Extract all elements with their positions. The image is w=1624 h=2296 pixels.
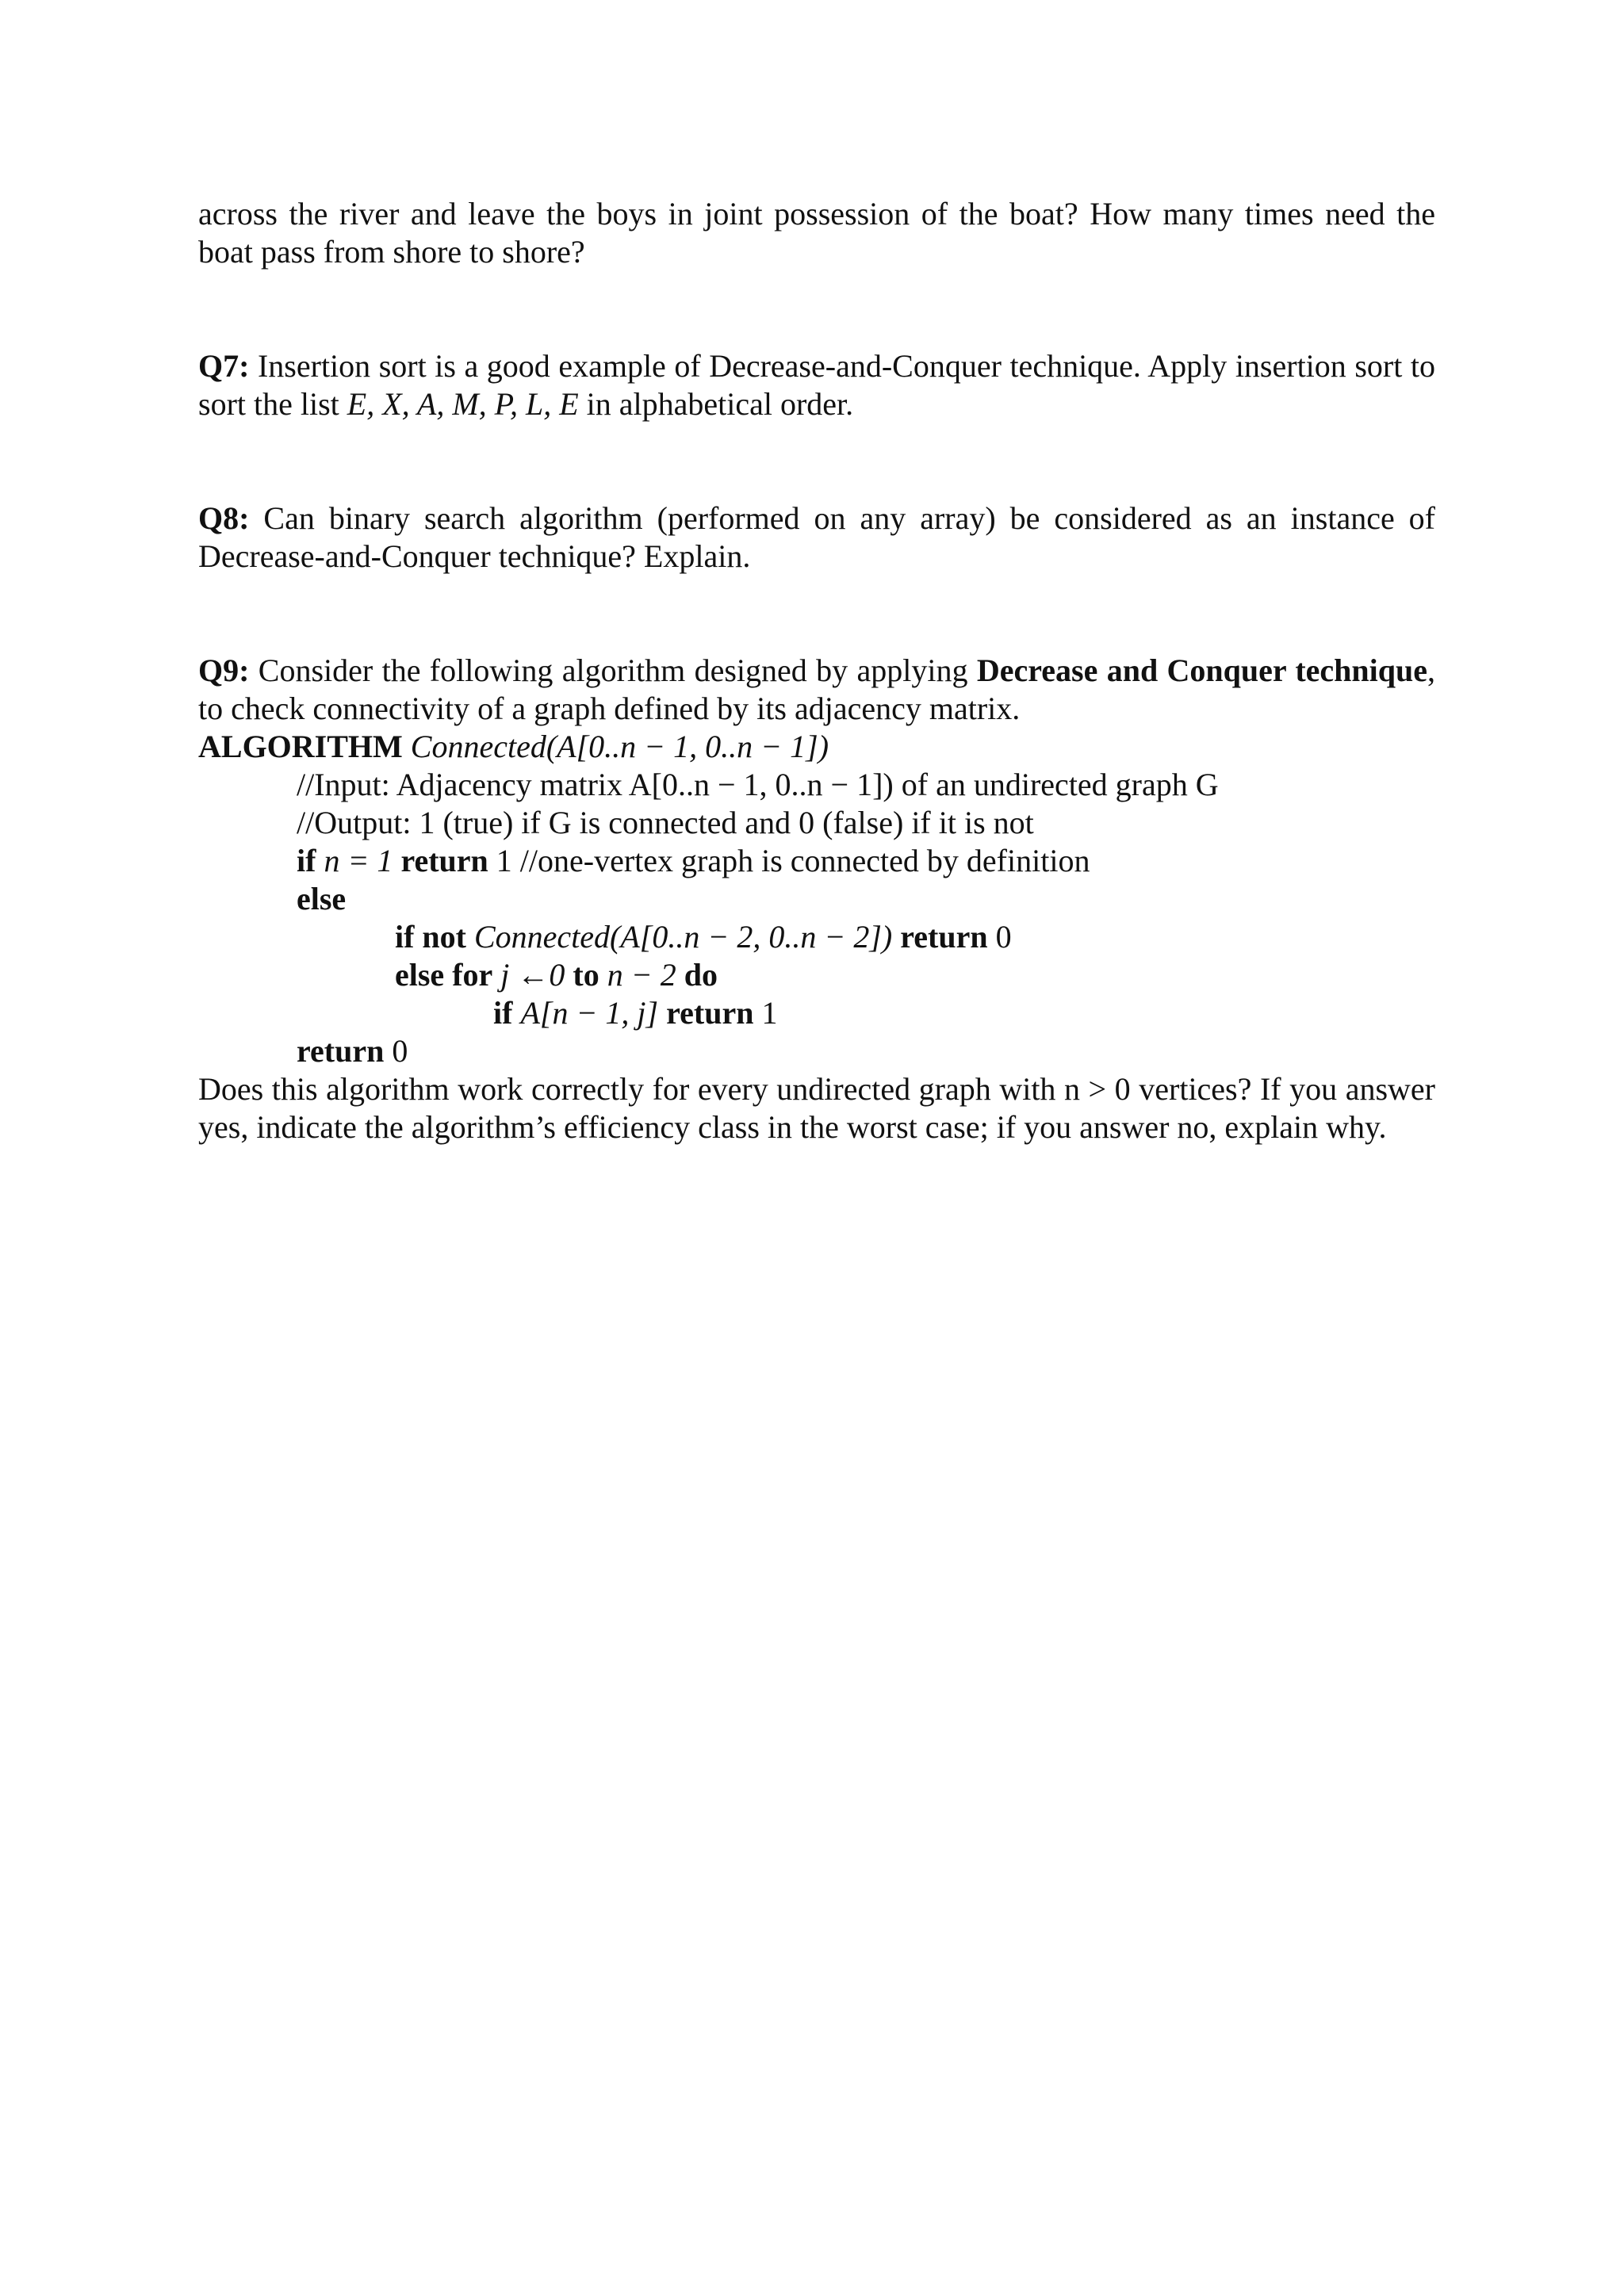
if-rest: 1 //one-vertex graph is connected by definition [496,843,1090,878]
q9-bold-phrase: Decrease and Conquer technique [976,652,1427,688]
q7-list: E, X, A, M, P, L, E [347,386,579,422]
q9-text-part2: , to check connectivity of a graph defined by its adjacency matrix. [198,652,1435,726]
question-q9 [198,652,1435,1146]
return-zero-value: 0 [995,919,1012,955]
if-condition: n = 1 [324,843,393,878]
if-keyword: if [297,843,316,878]
inner-if-keyword: if [493,995,513,1031]
algorithm-if-line [198,842,1435,880]
return-keyword-3: return [666,995,754,1031]
inner-condition: A[n − 1, j] [520,995,659,1031]
return-keyword: return [400,843,488,878]
loop-variable: j ←0 [500,957,565,993]
loop-end: n − 2 [607,957,676,993]
final-return-value: 0 [392,1033,408,1069]
q8-label: Q8: [198,500,250,536]
algorithm-for-line [198,956,1435,994]
inner-return-value: 1 [761,995,778,1031]
question-q8 [198,499,1435,576]
algorithm-header [198,728,1435,766]
intro-line-1: across the river and leave the boys in joint possession of the boat? How many times need the [198,196,1435,232]
algorithm-input-line: //Input: Adjacency matrix A[0..n − 1, 0..n − 1]) of an undirected graph G [297,767,1219,802]
return-keyword-2: return [900,919,988,955]
to-keyword: to [573,957,599,993]
q9-label: Q9: [198,652,250,688]
algorithm-output-line: //Output: 1 (true) if G is connected and 0 (false) if it is not [297,805,1034,840]
else-keyword: else [297,881,347,916]
algorithm-final-return-line [198,1032,1435,1070]
intro-paragraph [198,195,1435,271]
intro-line-2: boat pass from shore to shore? [198,234,585,270]
do-keyword: do [684,957,718,993]
q9-intro [198,652,1435,728]
question-q7 [198,347,1435,423]
q7-label: Q7: [198,348,250,384]
recursive-call: Connected(A[0..n − 2, 0..n − 2]) [474,919,893,955]
if-not-keyword: if not [395,919,466,955]
algorithm-signature: Connected(A[0..n − 1, 0..n − 1]) [410,729,829,764]
algorithm-inner-if-line [198,994,1435,1032]
q7-text-part2: in alphabetical order. [578,386,854,422]
q7-text-part1: Insertion sort is a good example of Decrease-and-Conquer technique. Apply insertion sort to sort the list [198,348,1435,422]
algorithm-keyword: ALGORITHM [198,729,403,764]
final-return-keyword: return [297,1033,385,1069]
algorithm-if-not-line [198,918,1435,956]
q8-text: Can binary search algorithm (performed on any array) be considered as an instance of Decrease-and-Conquer technique? Explain. [198,500,1435,574]
else-for-keyword: else for [395,957,493,993]
algorithm-else-line [198,880,1435,918]
q9-question: Does this algorithm work correctly for every undirected graph with n > 0 vertices? If you answer yes, indicate the algorithm’s efficiency class in the worst case; if you answer no, explain why. [198,1071,1435,1145]
q9-text-part1: Consider the following algorithm designed by applying [249,652,977,688]
